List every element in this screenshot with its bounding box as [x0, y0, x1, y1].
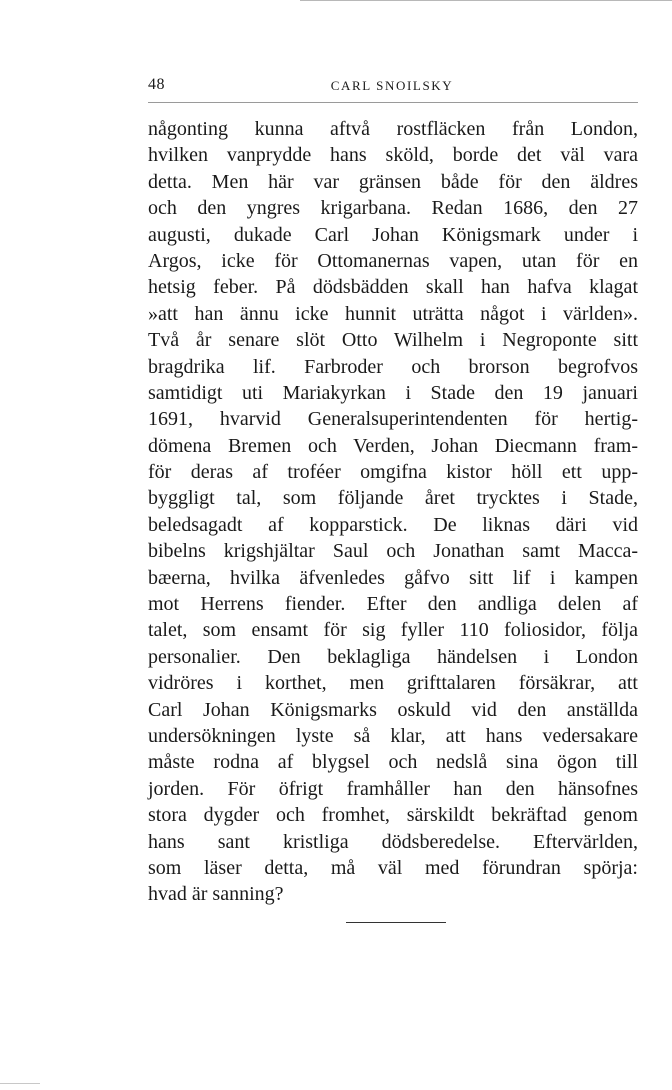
page-header — [148, 72, 636, 100]
text-line: Två år senare slöt Otto Wilhelm i Negroponte sitt — [148, 329, 638, 352]
text-line: vidröres i korthet, men grifttalaren försäkrar, att — [148, 672, 638, 695]
text-line: Argos, icke för Ottomanernas vapen, utan för en — [148, 249, 638, 272]
text-line: stora dygder och fromhet, särskildt bekräftad genom — [148, 804, 638, 827]
text-line: bæerna, hvilka äfvenledes gåfvo sitt lif i kampen — [148, 566, 638, 589]
text-line: mot Herrens fiender. Efter den andliga delen af — [148, 593, 638, 616]
body-text — [148, 116, 638, 908]
text-line: byggligt tal, som följande året trycktes i Stade, — [148, 487, 638, 510]
text-line: bragdrika lif. Farbroder och brorson begrofvos — [148, 355, 638, 378]
text-line: detta. Men här var gränsen både för den äldres — [148, 170, 638, 193]
text-line: och den yngres krigarbana. Redan 1686, den 27 — [148, 197, 638, 220]
text-line: augusti, dukade Carl Johan Königsmark under i — [148, 223, 638, 246]
header-rule — [148, 102, 638, 103]
text-line: för deras af troféer omgifna kistor höll ett upp- — [148, 461, 638, 484]
running-head: CARL SNOILSKY — [330, 78, 454, 93]
text-line: bibelns krigshjältar Saul och Jonathan samt Macca- — [148, 540, 638, 563]
text-line: personalier. Den beklagliga händelsen i London — [148, 645, 638, 668]
text-line: beledsagadt af kopparstick. De liknas däri vid — [148, 513, 638, 536]
section-end-rule — [346, 922, 446, 923]
text-line: »att han ännu icke hunnit uträtta något i världen». — [148, 302, 638, 325]
text-line: Carl Johan Königsmarks oskuld vid den anställda — [148, 698, 638, 721]
text-line: som läser detta, må väl med förundran spörja: — [148, 856, 638, 879]
page-number: 48 — [148, 76, 165, 93]
text-line: hetsig feber. På dödsbädden skall han hafva klagat — [148, 276, 638, 299]
text-line: någonting kunna aftvå rostfläcken från London, — [148, 118, 638, 140]
text-line-final: hvad är sanning? — [148, 883, 284, 906]
text-line: dömena Bremen och Verden, Johan Diecmann fram- — [148, 434, 638, 457]
text-line: talet, som ensamt för sig fyller 110 foliosidor, följa — [148, 619, 638, 642]
scan-edge-bottom — [0, 1083, 40, 1084]
text-line: undersökningen lyste så klar, att hans vedersakare — [148, 724, 638, 747]
text-line: 1691, hvarvid Generalsuperintendenten för hertig- — [148, 408, 638, 431]
text-line: jorden. För öfrigt framhåller han den hänsofnes — [148, 777, 638, 800]
text-line: måste rodna af blygsel och nedslå sina ögon till — [148, 751, 638, 774]
text-line: hvilken vanprydde hans sköld, borde det väl vara — [148, 144, 638, 167]
scan-edge-top — [300, 0, 672, 1]
text-line: samtidigt uti Mariakyrkan i Stade den 19 januari — [148, 381, 638, 404]
text-line: hans sant kristliga dödsberedelse. Eftervärlden, — [148, 830, 638, 853]
